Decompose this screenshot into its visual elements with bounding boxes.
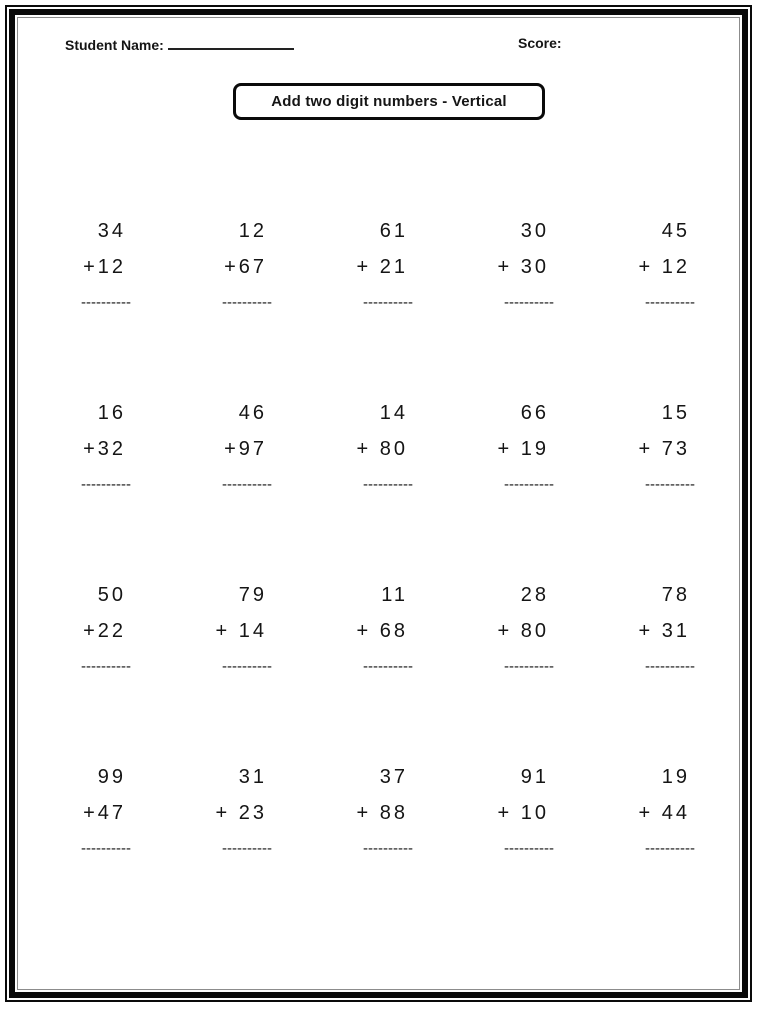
answer-line: ---------- — [504, 840, 554, 857]
answer-line: ---------- — [645, 294, 695, 311]
addend-bottom-with-plus: + 10 — [497, 802, 549, 824]
addend-bottom-with-plus: + 44 — [638, 802, 690, 824]
problems-grid — [56, 218, 758, 946]
answer-line: ---------- — [81, 476, 131, 493]
addend-top: 99 — [97, 766, 126, 788]
answer-line: ---------- — [222, 294, 272, 311]
student-name-blank — [168, 35, 294, 50]
addend-bottom-with-plus: + 19 — [497, 438, 549, 460]
answer-line: ---------- — [222, 476, 272, 493]
student-name-label: Student Name: — [65, 37, 164, 53]
answer-line: ---------- — [504, 476, 554, 493]
addend-bottom-with-plus: + 23 — [215, 802, 267, 824]
addend-top: 37 — [379, 766, 408, 788]
addend-bottom-with-plus: + 88 — [356, 802, 408, 824]
answer-line: ---------- — [645, 658, 695, 675]
answer-line: ---------- — [363, 476, 413, 493]
addition-problem — [620, 582, 702, 764]
addition-problem — [620, 400, 702, 582]
addition-problem — [338, 218, 420, 400]
addition-problem — [56, 764, 138, 946]
addition-problem — [197, 582, 279, 764]
addend-top: 78 — [661, 584, 690, 606]
addend-top: 11 — [381, 584, 408, 606]
addend-bottom-with-plus: + 31 — [638, 620, 690, 642]
addend-top: 34 — [97, 220, 126, 242]
addend-top: 46 — [238, 402, 267, 424]
answer-line: ---------- — [81, 840, 131, 857]
addition-problem — [56, 218, 138, 400]
addend-top: 30 — [520, 220, 549, 242]
addend-bottom-with-plus: +67 — [224, 256, 267, 278]
addend-top: 16 — [97, 402, 126, 424]
score-label: Score: — [518, 35, 562, 51]
addend-bottom-with-plus: +47 — [83, 802, 126, 824]
worksheet-title-box — [233, 83, 545, 120]
answer-line: ---------- — [645, 840, 695, 857]
addend-top: 31 — [238, 766, 267, 788]
addend-bottom-with-plus: + 73 — [638, 438, 690, 460]
addition-problem — [56, 400, 138, 582]
answer-line: ---------- — [81, 294, 131, 311]
addend-top: 19 — [661, 766, 690, 788]
addition-problem — [479, 582, 561, 764]
addition-problem — [338, 400, 420, 582]
addition-problem — [56, 582, 138, 764]
addend-top: 15 — [661, 402, 690, 424]
addend-top: 79 — [238, 584, 267, 606]
addition-problem — [479, 218, 561, 400]
addend-top: 66 — [520, 402, 549, 424]
answer-line: ---------- — [504, 658, 554, 675]
answer-line: ---------- — [645, 476, 695, 493]
addition-problem — [479, 400, 561, 582]
answer-line: ---------- — [363, 658, 413, 675]
answer-line: ---------- — [504, 294, 554, 311]
addend-top: 61 — [379, 220, 408, 242]
addend-top: 14 — [379, 402, 408, 424]
addition-problem — [197, 764, 279, 946]
addend-bottom-with-plus: + 68 — [356, 620, 408, 642]
addend-bottom-with-plus: + 30 — [497, 256, 549, 278]
addend-bottom-with-plus: + 14 — [215, 620, 267, 642]
addition-problem — [620, 764, 702, 946]
addend-bottom-with-plus: + 12 — [638, 256, 690, 278]
addition-problem — [338, 764, 420, 946]
answer-line: ---------- — [363, 294, 413, 311]
addend-top: 91 — [520, 766, 549, 788]
addend-top: 50 — [97, 584, 126, 606]
addition-problem — [620, 218, 702, 400]
addend-top: 45 — [661, 220, 690, 242]
answer-line: ---------- — [81, 658, 131, 675]
addend-bottom-with-plus: + 21 — [356, 256, 408, 278]
answer-line: ---------- — [222, 840, 272, 857]
student-name-row — [65, 35, 294, 53]
addend-bottom-with-plus: +22 — [83, 620, 126, 642]
addend-bottom-with-plus: +97 — [224, 438, 267, 460]
addend-bottom-with-plus: +32 — [83, 438, 126, 460]
answer-line: ---------- — [363, 840, 413, 857]
addend-bottom-with-plus: +12 — [83, 256, 126, 278]
addend-bottom-with-plus: + 80 — [497, 620, 549, 642]
addition-problem — [338, 582, 420, 764]
addend-top: 28 — [520, 584, 549, 606]
addend-top: 12 — [238, 220, 267, 242]
addition-problem — [197, 218, 279, 400]
addition-problem — [197, 400, 279, 582]
answer-line: ---------- — [222, 658, 272, 675]
addend-bottom-with-plus: + 80 — [356, 438, 408, 460]
worksheet-title: Add two digit numbers - Vertical — [271, 93, 507, 110]
addition-problem — [479, 764, 561, 946]
